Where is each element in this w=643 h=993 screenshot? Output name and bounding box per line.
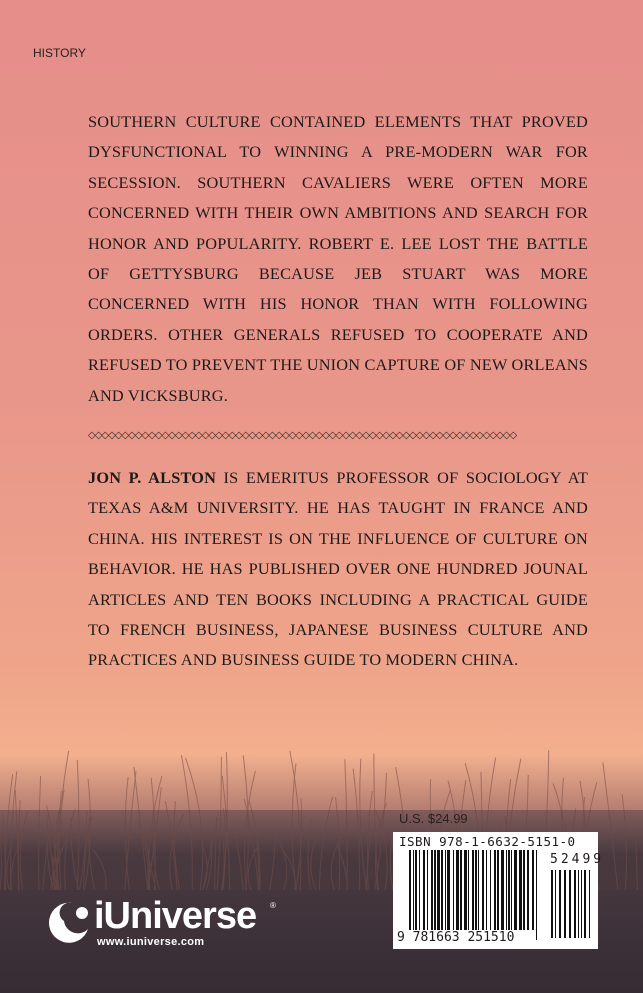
- barcode-bar: [501, 850, 504, 930]
- barcode-addon-digits: 52499: [550, 852, 605, 867]
- price: U.S. $24.99: [399, 811, 468, 826]
- barcode-bar: [486, 850, 487, 930]
- barcode-bar: [456, 850, 459, 930]
- author-name: JON P. ALSTON: [88, 468, 217, 487]
- barcode-bar: [423, 850, 425, 940]
- barcode-bar: [578, 870, 579, 938]
- barcode-bar: [490, 850, 491, 930]
- barcode-digits: 9 781663 251510: [397, 930, 515, 945]
- ornamental-divider: ◇◇◇◇◇◇◇◇◇◇◇◇◇◇◇◇◇◇◇◇◇◇◇◇◇◇◇◇◇◇◇◇◇◇◇◇◇◇◇◇◇◇◇◇◇◇◇◇◇◇◇◇◇◇◇◇◇◇◇◇◇◇◇◇: [88, 430, 517, 441]
- barcode-bar: [472, 850, 474, 930]
- barcode-bar: [564, 870, 566, 938]
- barcode-bar: [431, 850, 433, 940]
- barcode-bar: [574, 870, 576, 938]
- barcode-bar: [478, 850, 479, 930]
- barcode-bar: [514, 850, 517, 930]
- barcode-bar: [559, 870, 561, 938]
- barcode-bar: [447, 850, 450, 930]
- barcode-bar: [453, 850, 454, 930]
- publisher-url: www.iuniverse.com: [97, 936, 205, 948]
- barcode-bar: [494, 850, 496, 930]
- barcode-bar: [437, 850, 440, 940]
- author-bio-text: IS EMERITUS PROFESSOR OF SOCIOLOGY AT TEXAS A&M UNIVERSITY. HE HAS TAUGHT IN FRANCE AND CHINA. HIS INTEREST IS ON THE INFLUENCE OF CULTURE ON BEHAVIOR. HE HAS PUBLISHED OVER ONE HUNDRED JOUNAL ARTICLES AND TEN BOOKS INCLUDING A PRACTICAL GUIDE TO FRENCH BUSINESS, JAPANESE BUSINESS CULTURE AND PRACTICES AND BUSINESS GUIDE TO MODERN CHINA.: [88, 468, 588, 670]
- barcode-bar: [508, 850, 510, 930]
- barcode-bar: [419, 850, 420, 940]
- barcode-bar: [445, 850, 446, 930]
- barcode-bar: [464, 850, 467, 930]
- barcode-bar: [409, 850, 411, 940]
- publisher-name: iUniverse: [94, 895, 257, 937]
- barcode-bar: [415, 850, 417, 940]
- barcode-bar: [532, 850, 534, 930]
- barcode-bar: [589, 870, 590, 938]
- category-label: HISTORY: [33, 46, 86, 60]
- barcode-bar: [506, 850, 507, 930]
- barcode-bar: [475, 850, 477, 930]
- barcode-bar: [519, 850, 522, 930]
- barcode-bar: [551, 870, 553, 938]
- barcode-bar: [434, 850, 436, 940]
- barcode-bar: [482, 850, 484, 930]
- barcode-bar: [581, 870, 582, 938]
- barcode-bar: [497, 850, 499, 930]
- isbn-text: ISBN 978-1-6632-5151-0: [399, 834, 576, 849]
- barcode-bar: [569, 870, 571, 938]
- book-description: SOUTHERN CULTURE CONTAINED ELEMENTS THAT PROVED DYSFUNCTIONAL TO WINNING A PRE-MODERN WAR FOR SECESSION. SOUTHERN CAVALIERS WERE OFTEN MORE CONCERNED WITH THEIR OWN AMBITIONS AND SEARCH FOR HONOR AND POPULARITY. ROBERT E. LEE LOST THE BATTLE OF GETTYSBURG BECAUSE JEB STUART WAS MORE CONCERNED WITH HIS HONOR THAN WITH FOLLOWING ORDERS. OTHER GENERALS REFUSED TO COOPERATE AND REFUSED TO PREVENT THE UNION CAPTURE OF NEW ORLEANS AND VICKSBURG.: [88, 112, 588, 405]
- barcode-bar: [441, 850, 443, 930]
- barcode-bar: [527, 850, 529, 930]
- registered-mark: ®: [270, 901, 276, 910]
- iuniverse-swirl-icon: [42, 899, 92, 943]
- barcode-bar: [460, 850, 462, 930]
- author-bio: [88, 463, 588, 676]
- isbn-barcode: [393, 832, 605, 949]
- barcode-bar: [536, 850, 537, 940]
- barcode-bar: [511, 850, 512, 930]
- barcode-bar: [427, 850, 428, 940]
- barcode-bar: [413, 850, 414, 940]
- barcode-bar: [555, 870, 556, 938]
- barcode-bar: [523, 850, 525, 930]
- barcode-bar: [584, 870, 586, 938]
- barcode-bar: [468, 850, 469, 930]
